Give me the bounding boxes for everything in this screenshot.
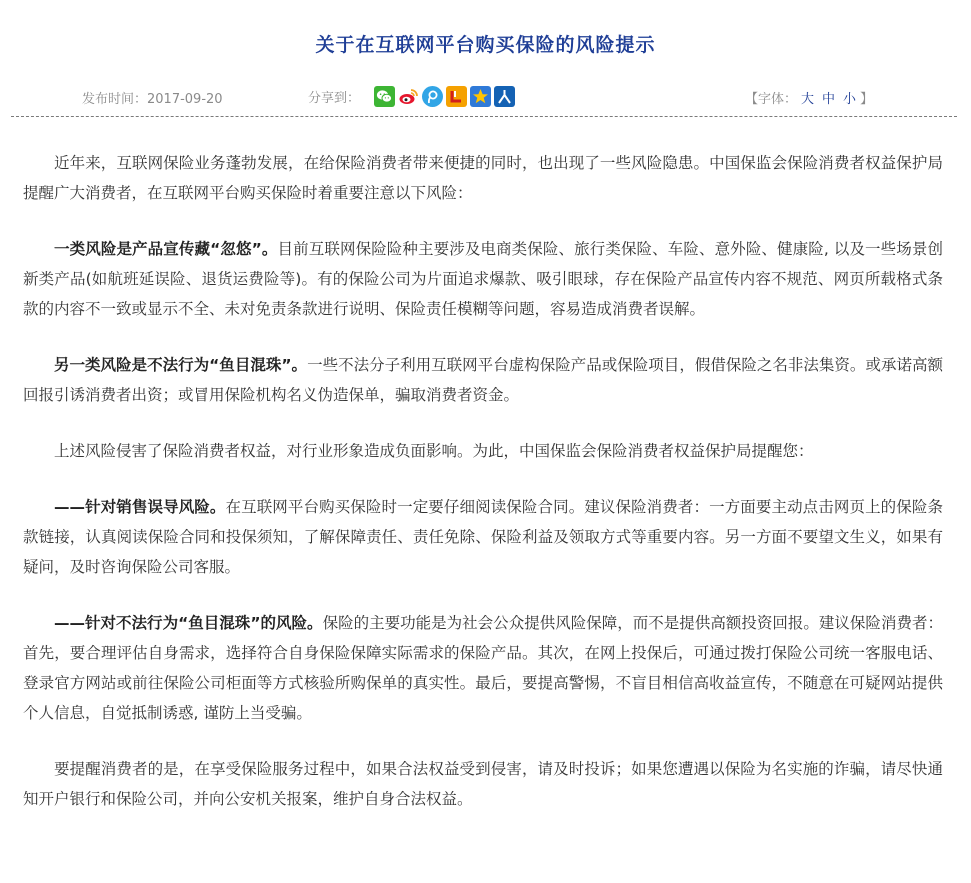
share-label: 分享到：: [308, 90, 361, 106]
renren-icon[interactable]: [446, 86, 467, 107]
paragraph-intro: 近年来，互联网保险业务蓬勃发展，在给保险消费者带来便捷的同时，也出现了一些风险隐患。中国保监会保险消费者权益保护局提醒广大消费者，在互联网平台购买保险时着重要注意以下风险：: [23, 154, 943, 202]
share-bar: [308, 82, 518, 110]
publish-date: 2017-09-20: [147, 92, 223, 107]
paragraph-summary: 上述风险侵害了保险消费者权益，对行业形象造成负面影响。为此，中国保监会保险消费者权益保护局提醒您：: [54, 442, 814, 460]
font-size-control: [745, 88, 873, 107]
divider: [11, 116, 957, 117]
article-meta-bar: [0, 82, 971, 110]
paragraph-risk-two-heading: 另一类风险是不法行为“鱼目混珠”。: [54, 356, 308, 374]
publish-info: [82, 88, 223, 107]
paragraph-advice-sales-text: 在互联网平台购买保险时一定要仔细阅读保险合同。建议保险消费者：一方面要主动点击网页上的保险条款链接，认真阅读保险合同和投保须知，了解保障责任、责任免除、保险利益及领取方式等重要内容。另一方面不要望文生义，如果有疑问，及时咨询保险公司客服。: [23, 498, 943, 576]
paragraph-advice-sales: [23, 492, 943, 582]
paragraph-advice-fraud-text: 保险的主要功能是为社会公众提供风险保障，而不是提供高额投资回报。建议保险消费者：首先，要合理评估自身需求，选择符合自身保险保障实际需求的保险产品。其次，在网上投保后，可通过拨打保险公司统一客服电话、登录官方网站或前往保险公司柜面等方式核验所购保单的真实性。最后，要提高警惕，不盲目相信高收益宣传，不随意在可疑网站提供个人信息，自觉抵制诱惑, 谨防上当受骗。: [23, 614, 943, 722]
paragraph-risk-two: [23, 350, 943, 410]
font-size-small-button[interactable]: 小: [843, 92, 857, 107]
font-size-medium-button[interactable]: 中: [822, 92, 836, 107]
publish-label: 发布时间：: [82, 92, 148, 107]
qzone-icon[interactable]: [470, 86, 491, 107]
font-label-open: 【字体：: [745, 92, 798, 107]
font-label-close: 】: [860, 92, 874, 107]
paragraph-risk-one-text: 目前互联网保险险种主要涉及电商类保险、旅行类保险、车险、意外险、健康险, 以及一些场景创新类产品(如航班延误险、退货运费险等)。有的保险公司为片面追求爆款、吸引眼球，存在保险产品宣传内容不规范、网页所载格式条款的内容不一致或显示不全、未对免责条款进行说明、保险责任模糊等问题，容易造成消费者误解。: [23, 240, 943, 318]
paragraph-risk-one-heading: 一类风险是产品宣传藏“忽悠”。: [54, 240, 278, 258]
font-size-large-button[interactable]: 大: [801, 92, 815, 107]
article-title: 关于在互联网平台购买保险的风险提示: [315, 34, 656, 56]
wechat-icon[interactable]: [374, 86, 395, 107]
paragraph-advice-sales-heading: ——针对销售误导风险。: [54, 498, 226, 516]
people-icon[interactable]: [494, 86, 515, 107]
tencent-weibo-icon[interactable]: [422, 86, 443, 107]
paragraph-risk-one: [23, 234, 943, 324]
paragraph-closing: 要提醒消费者的是，在享受保险服务过程中，如果合法权益受到侵害，请及时投诉；如果您遭遇以保险为名实施的诈骗，请尽快通知开户银行和保险公司，并向公安机关报案，维护自身合法权益。: [23, 760, 943, 808]
paragraph-risk-two-text: 一些不法分子利用互联网平台虚构保险产品或保险项目，假借保险之名非法集资。或承诺高额回报引诱消费者出资；或冒用保险机构名义伪造保单，骗取消费者资金。: [23, 356, 943, 404]
paragraph-advice-fraud-heading: ——针对不法行为“鱼目混珠”的风险。: [54, 614, 323, 632]
paragraph-advice-fraud: [23, 608, 943, 728]
weibo-icon[interactable]: [398, 86, 419, 107]
article-body: [23, 148, 943, 840]
